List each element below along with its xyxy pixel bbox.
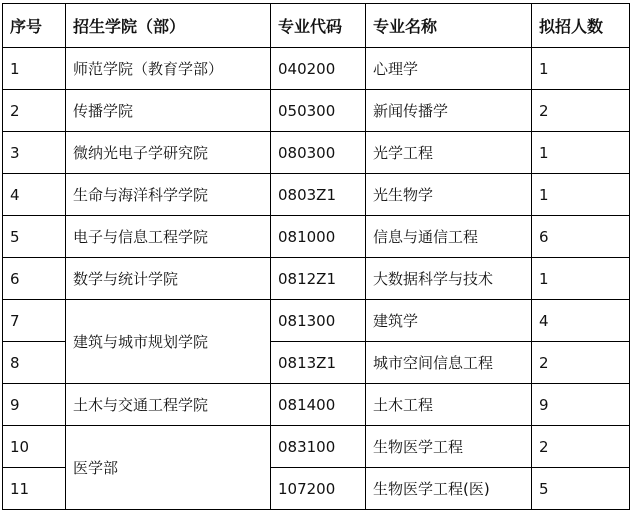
- cell-major-name: 信息与通信工程: [366, 216, 532, 258]
- cell-serial: 10: [3, 426, 66, 468]
- table-header: [3, 4, 630, 48]
- table-row: [3, 426, 630, 468]
- header-college: 招生学院（部）: [66, 4, 271, 48]
- cell-serial: 1: [3, 48, 66, 90]
- cell-planned-count: 1: [532, 48, 630, 90]
- cell-planned-count: 6: [532, 216, 630, 258]
- table-row: [3, 384, 630, 426]
- cell-major-code: 0812Z1: [271, 258, 366, 300]
- cell-college: 师范学院（教育学部）: [66, 48, 271, 90]
- cell-college: 电子与信息工程学院: [66, 216, 271, 258]
- cell-planned-count: 1: [532, 132, 630, 174]
- admissions-table: [2, 3, 630, 510]
- header-major-code: 专业代码: [271, 4, 366, 48]
- cell-serial: 9: [3, 384, 66, 426]
- cell-serial: 7: [3, 300, 66, 342]
- cell-college: 建筑与城市规划学院: [66, 300, 271, 384]
- table-row: [3, 300, 630, 342]
- table-row: [3, 174, 630, 216]
- cell-serial: 3: [3, 132, 66, 174]
- cell-planned-count: 5: [532, 468, 630, 510]
- header-planned-count: 拟招人数: [532, 4, 630, 48]
- cell-serial: 6: [3, 258, 66, 300]
- cell-major-name: 光生物学: [366, 174, 532, 216]
- cell-major-code: 0803Z1: [271, 174, 366, 216]
- cell-college: 微纳光电子学研究院: [66, 132, 271, 174]
- cell-planned-count: 9: [532, 384, 630, 426]
- cell-planned-count: 2: [532, 342, 630, 384]
- cell-serial: 8: [3, 342, 66, 384]
- cell-serial: 2: [3, 90, 66, 132]
- cell-major-code: 080300: [271, 132, 366, 174]
- cell-serial: 5: [3, 216, 66, 258]
- table-row: [3, 258, 630, 300]
- cell-college: 土木与交通工程学院: [66, 384, 271, 426]
- cell-major-name: 建筑学: [366, 300, 532, 342]
- cell-serial: 4: [3, 174, 66, 216]
- header-row: [3, 4, 630, 48]
- cell-major-name: 心理学: [366, 48, 532, 90]
- cell-college: 传播学院: [66, 90, 271, 132]
- cell-major-name: 光学工程: [366, 132, 532, 174]
- cell-major-code: 081300: [271, 300, 366, 342]
- header-major-name: 专业名称: [366, 4, 532, 48]
- table-row: [3, 90, 630, 132]
- cell-major-code: 081000: [271, 216, 366, 258]
- table-body: [3, 48, 630, 510]
- cell-major-code: 050300: [271, 90, 366, 132]
- table-row: [3, 48, 630, 90]
- cell-major-code: 0813Z1: [271, 342, 366, 384]
- cell-major-code: 040200: [271, 48, 366, 90]
- cell-planned-count: 4: [532, 300, 630, 342]
- cell-college: 生命与海洋科学学院: [66, 174, 271, 216]
- cell-major-code: 083100: [271, 426, 366, 468]
- cell-college: 数学与统计学院: [66, 258, 271, 300]
- cell-major-code: 107200: [271, 468, 366, 510]
- header-serial: 序号: [3, 4, 66, 48]
- table-row: [3, 216, 630, 258]
- cell-major-code: 081400: [271, 384, 366, 426]
- cell-planned-count: 1: [532, 258, 630, 300]
- cell-major-name: 大数据科学与技术: [366, 258, 532, 300]
- cell-major-name: 生物医学工程(医): [366, 468, 532, 510]
- cell-major-name: 新闻传播学: [366, 90, 532, 132]
- table-row: [3, 132, 630, 174]
- cell-planned-count: 2: [532, 426, 630, 468]
- cell-serial: 11: [3, 468, 66, 510]
- cell-planned-count: 2: [532, 90, 630, 132]
- cell-major-name: 城市空间信息工程: [366, 342, 532, 384]
- cell-planned-count: 1: [532, 174, 630, 216]
- cell-major-name: 土木工程: [366, 384, 532, 426]
- cell-college: 医学部: [66, 426, 271, 510]
- cell-major-name: 生物医学工程: [366, 426, 532, 468]
